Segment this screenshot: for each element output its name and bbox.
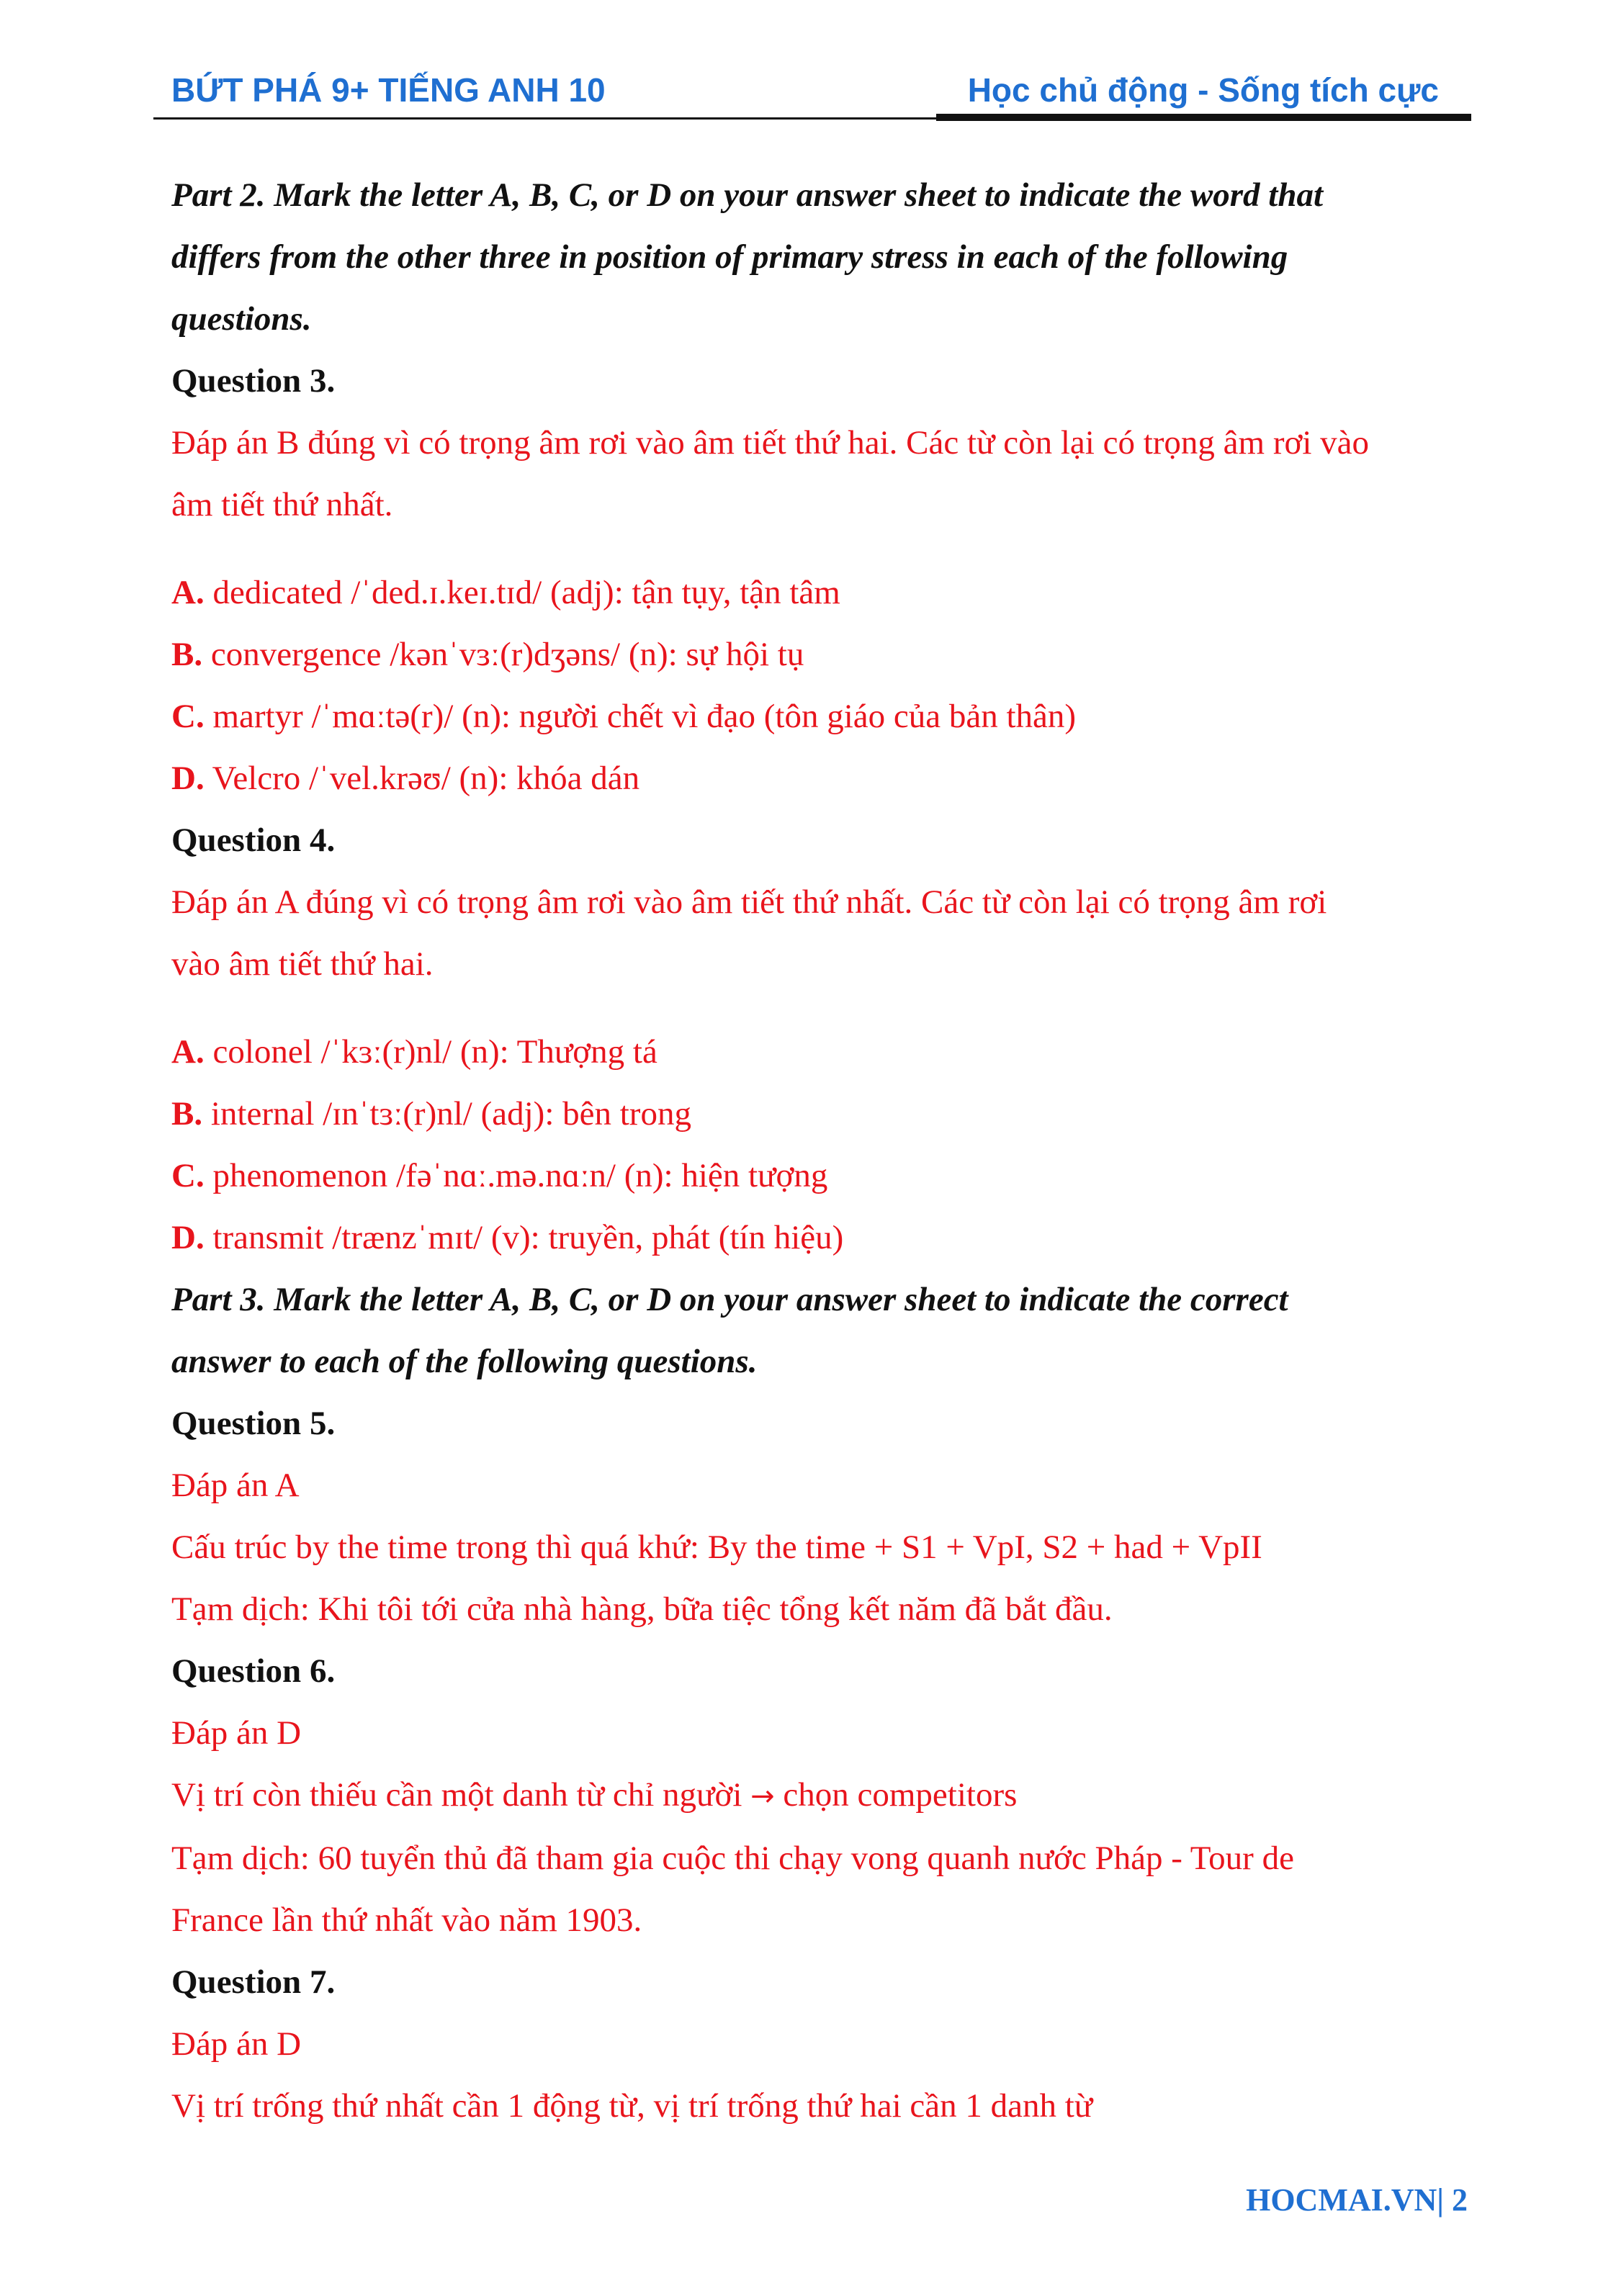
- question-3-option-a: A. dedicated /ˈded.ɪ.keɪ.tɪd/ (adj): tận tụy, tận tâm: [171, 574, 840, 611]
- document-body: [171, 164, 1468, 2137]
- question-4-explanation-line1: Đáp án A đúng vì có trọng âm rơi vào âm tiết thứ nhất. Các từ còn lại có trọng âm rơi: [171, 883, 1327, 921]
- question-4-option-d: D. transmit /trænzˈmɪt/ (v): truyền, phát (tín hiệu): [171, 1219, 844, 1256]
- question-4-option-a: A. colonel /ˈkɜː(r)nl/ (n): Thượng tá: [171, 1033, 657, 1071]
- question-5-title: Question 5.: [171, 1405, 336, 1442]
- question-3-explanation-line1: Đáp án B đúng vì có trọng âm rơi vào âm tiết thứ hai. Các từ còn lại có trọng âm rơi vào: [171, 424, 1369, 462]
- question-6-title: Question 6.: [171, 1652, 336, 1690]
- page-footer: HOCMAI.VN| 2: [1246, 2182, 1468, 2218]
- part2-heading-line3: questions.: [171, 300, 312, 338]
- question-7-explanation-line1: Vị trí trống thứ nhất cần 1 động từ, vị trí trống thứ hai cần 1 danh từ: [171, 2087, 1093, 2125]
- question-7-title: Question 7.: [171, 1963, 336, 2001]
- question-3-title: Question 3.: [171, 362, 336, 400]
- question-7-answer: Đáp án D: [171, 2025, 302, 2063]
- question-3-explanation-line2: âm tiết thứ nhất.: [171, 486, 393, 523]
- question-3-option-b: B. convergence /kənˈvɜː(r)dʒəns/ (n): sự hội tụ: [171, 636, 804, 673]
- question-4-option-c: C. phenomenon /fəˈnɑː.mə.nɑːn/ (n): hiện tượng: [171, 1157, 828, 1194]
- question-6-answer: Đáp án D: [171, 1714, 302, 1752]
- question-5-explanation-line1: Cấu trúc by the time trong thì quá khứ: By the time + S1 + VpI, S2 + had + VpII: [171, 1529, 1262, 1566]
- question-4-explanation-line2: vào âm tiết thứ hai.: [171, 945, 434, 983]
- question-5-explanation-line2: Tạm dịch: Khi tôi tới cửa nhà hàng, bữa tiệc tổng kết năm đã bắt đầu.: [171, 1590, 1113, 1628]
- question-4-option-b: B. internal /ɪnˈtɜː(r)nl/ (adj): bên trong: [171, 1095, 691, 1133]
- question-4-title: Question 4.: [171, 821, 336, 859]
- part3-heading-line1: Part 3. Mark the letter A, B, C, or D on your answer sheet to indicate the correct: [171, 1281, 1288, 1318]
- question-3-option-c: C. martyr /ˈmɑːtə(r)/ (n): người chết vì đạo (tôn giáo của bản thân): [171, 698, 1077, 735]
- question-3-option-d: D. Velcro /ˈvel.krəʊ/ (n): khóa dán: [171, 760, 640, 797]
- part3-heading-line2: answer to each of the following questions.: [171, 1343, 758, 1380]
- part2-heading-line2: differs from the other three in position of primary stress in each of the following: [171, 238, 1288, 276]
- question-6-explanation-line1: Vị trí còn thiếu cần một danh từ chỉ người → chọn competitors: [171, 1776, 1018, 1814]
- question-6-explanation-line2: Tạm dịch: 60 tuyển thủ đã tham gia cuộc thi chạy vong quanh nước Pháp - Tour de: [171, 1840, 1294, 1877]
- header-slogan: Học chủ động - Sống tích cực: [967, 71, 1439, 109]
- question-6-explanation-line3: France lần thứ nhất vào năm 1903.: [171, 1901, 642, 1939]
- header-course-title: BỨT PHÁ 9+ TIẾNG ANH 10: [171, 71, 606, 109]
- question-5-answer: Đáp án A: [171, 1467, 300, 1504]
- arrow-right-icon: →: [750, 1780, 775, 1813]
- part2-heading-line1: Part 2. Mark the letter A, B, C, or D on your answer sheet to indicate the word that: [171, 176, 1324, 214]
- header-divider-accent: [936, 114, 1471, 121]
